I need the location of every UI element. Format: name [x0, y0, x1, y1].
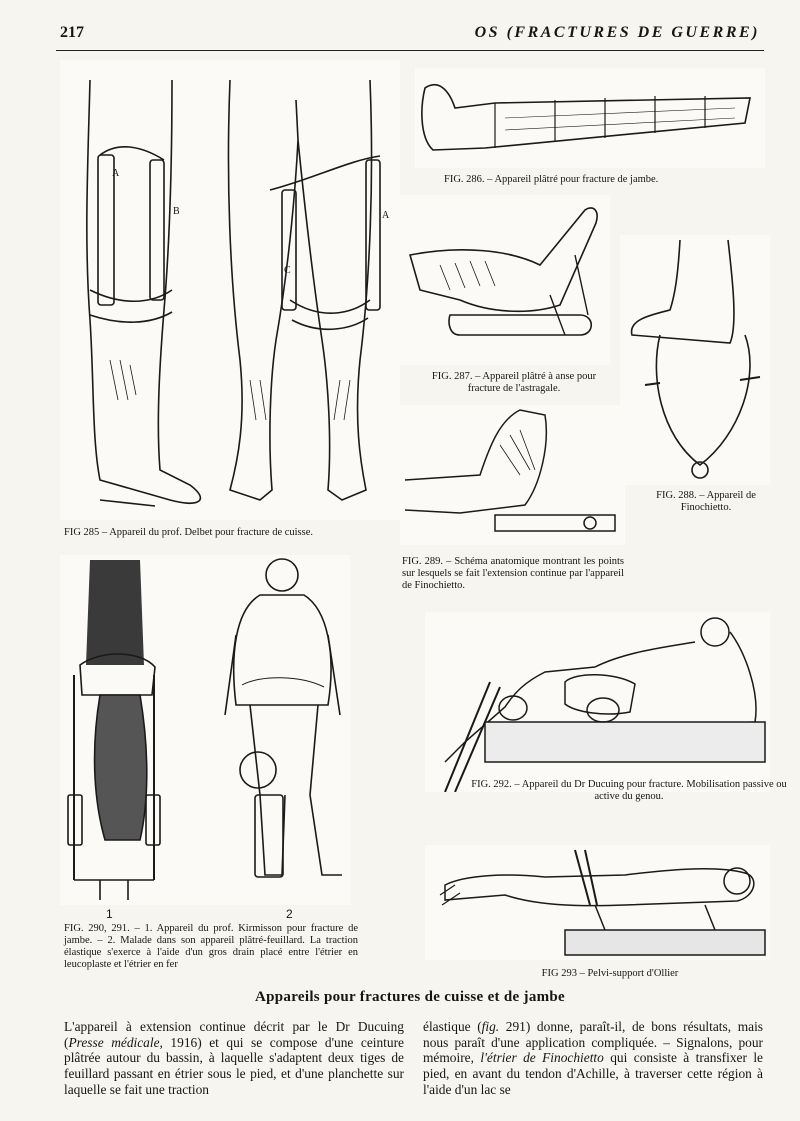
text-run: 291) donne, paraît-il, de bons résultats, mais nous paraît d'une application compliquée. – Signalons, pour mémoire,	[423, 1019, 763, 1066]
figure-286-caption: FIG. 286. – Appareil plâtré pour fracture de jambe.	[444, 174, 659, 185]
text-run: qui consiste à transfixer le pied, en avant du tendon d'Achille, à traverser cette région à l'aide d'un lac se	[423, 1050, 763, 1097]
running-title: OS (FRACTURES DE GUERRE)	[474, 24, 760, 41]
figure-287-illustration	[400, 195, 610, 365]
sub-label-1: 1	[106, 907, 113, 921]
figure-289-illustration	[400, 405, 625, 545]
figure-285-illustration	[60, 60, 400, 520]
body-column-left	[64, 1019, 404, 1098]
label-c: C	[284, 265, 291, 276]
figure-290-291-illustration	[60, 555, 350, 921]
figure-288-illustration	[620, 235, 770, 485]
text-run: 1916) et qui se compose d'une ceinture plâtrée autour du bassin, à laquelle s'adaptent deux tiges de feuillard passant en étrier sous le pied, et d'une planchette sur laquelle se fait une traction	[64, 1034, 404, 1097]
section-title: Appareils pour fractures de cuisse et de jambe	[254, 989, 566, 1005]
body-column-right	[423, 1019, 763, 1098]
figure-292-caption: FIG. 292. – Appareil du Dr Ducuing pour fracture. Mobilisation passive ou active du genou.	[471, 779, 787, 802]
figure-289-caption: FIG. 289. – Schéma anatomique montrant les points sur lesquels se fait l'extension continue par l'appareil de Finochietto.	[402, 556, 624, 591]
text-run-italic: l'étrier de Finochietto	[480, 1050, 604, 1066]
label-b: B	[173, 206, 180, 217]
figure-285-caption: FIG 285 – Appareil du prof. Delbet pour fracture de cuisse.	[64, 527, 314, 538]
body-paragraph-left	[64, 1019, 404, 1098]
figure-288-caption: FIG. 288. – Appareil de Finochietto.	[656, 490, 756, 513]
figure-292-illustration	[425, 612, 770, 792]
figure-293-caption: FIG 293 – Pelvi-support d'Ollier	[541, 968, 679, 979]
figure-293-illustration	[425, 845, 770, 960]
figure-286-illustration	[415, 68, 765, 168]
text-run-italic: Presse médicale,	[68, 1034, 163, 1050]
label-a: A	[382, 210, 390, 221]
header-rule	[56, 50, 764, 51]
text-run: élastique (	[423, 1019, 482, 1034]
label-a: A	[112, 168, 120, 179]
figure-287-caption: FIG. 287. – Appareil plâtré à anse pour fracture de l'astragale.	[431, 371, 597, 394]
sub-label-2: 2	[286, 907, 293, 921]
page-number: 217	[60, 24, 84, 41]
text-run-italic: fig.	[481, 1019, 500, 1034]
figure-290-291-caption: FIG. 290, 291. – 1. Appareil du prof. Kirmisson pour fracture de jambe. – 2. Malade dans son appareil plâtré-feuillard. La traction élastique s'exerce à l'aide d'un gros drain placé entre l'étrier en leucoplaste et l'étrier en fer	[64, 923, 358, 970]
text-run: L'appareil à extension continue décrit par le Dr Ducuing (	[64, 1019, 404, 1050]
body-paragraph-right	[423, 1019, 763, 1098]
